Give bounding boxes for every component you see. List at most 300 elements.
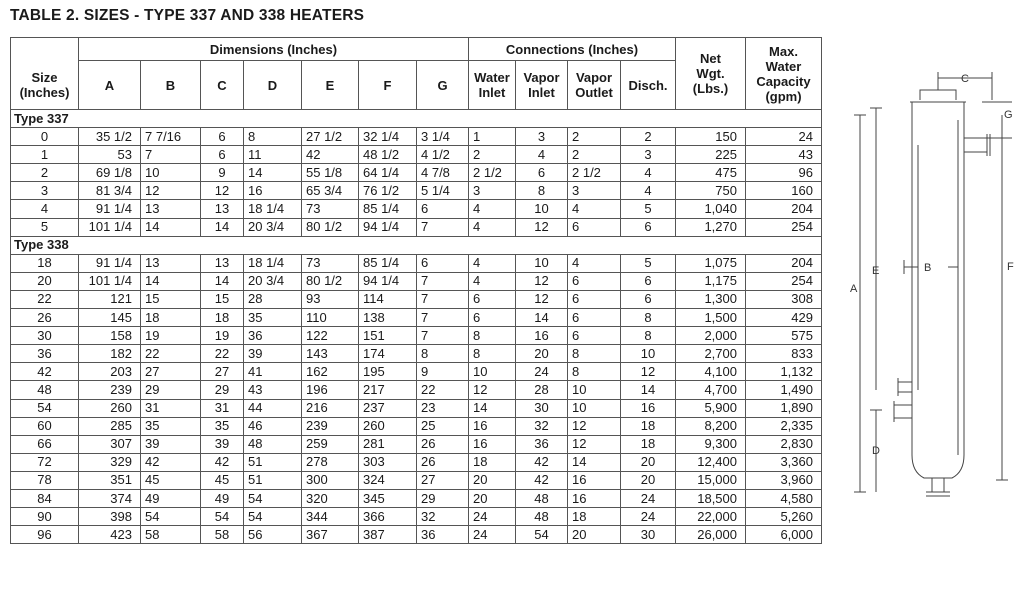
table-cell: 16: [469, 435, 516, 453]
table-cell: 151: [359, 327, 417, 345]
table-cell: 14: [568, 453, 621, 471]
table-row: [11, 218, 822, 236]
table-cell: 351: [79, 471, 141, 489]
table-row: [11, 182, 822, 200]
table-cell: 80 1/2: [302, 272, 359, 290]
table-cell: 94 1/4: [359, 218, 417, 236]
table-cell: 387: [359, 526, 417, 544]
table-cell: 23: [417, 399, 469, 417]
table-cell: 65 3/4: [302, 182, 359, 200]
table-row: [11, 254, 822, 272]
table-cell: 300: [302, 471, 359, 489]
table-cell: 48: [11, 381, 79, 399]
table-row: [11, 435, 822, 453]
table-cell: 54: [244, 508, 302, 526]
diagram-label-e: E: [872, 265, 880, 277]
table-cell: 254: [746, 272, 822, 290]
table-cell: 36: [516, 435, 568, 453]
table-cell: 78: [11, 471, 79, 489]
table-cell: 3 1/4: [417, 128, 469, 146]
table-cell: 14: [201, 272, 244, 290]
table-cell: 2: [568, 146, 621, 164]
table-cell: 18: [621, 435, 676, 453]
table-cell: 4 1/2: [417, 146, 469, 164]
table-body: [11, 110, 822, 544]
table-cell: 41: [244, 363, 302, 381]
col-d-header: D: [244, 61, 302, 110]
table-cell: 9: [417, 363, 469, 381]
table-cell: 12: [141, 182, 201, 200]
diagram-label-c: C: [961, 73, 969, 85]
table-cell: 54: [201, 508, 244, 526]
table-cell: 91 1/4: [79, 254, 141, 272]
table-cell: 12: [516, 218, 568, 236]
table-cell: 3: [568, 182, 621, 200]
table-cell: 278: [302, 453, 359, 471]
table-cell: 8: [469, 327, 516, 345]
table-cell: 1,132: [746, 363, 822, 381]
table-cell: 60: [11, 417, 79, 435]
table-row: [11, 164, 822, 182]
diagram-label-b: B: [924, 262, 932, 274]
table-cell: 196: [302, 381, 359, 399]
table-cell: 158: [79, 327, 141, 345]
table-cell: 36: [11, 345, 79, 363]
table-cell: 10: [469, 363, 516, 381]
table-cell: 8: [568, 345, 621, 363]
table-cell: 18: [11, 254, 79, 272]
table-cell: 14: [141, 218, 201, 236]
table-cell: 39: [141, 435, 201, 453]
table-cell: 20: [11, 272, 79, 290]
table-cell: 6: [568, 218, 621, 236]
table-cell: 8: [568, 363, 621, 381]
table-cell: 72: [11, 453, 79, 471]
table-cell: 7: [141, 146, 201, 164]
table-cell: 42: [302, 146, 359, 164]
table-cell: 58: [201, 526, 244, 544]
table-cell: 26: [11, 309, 79, 327]
table-cell: 30: [11, 327, 79, 345]
table-cell: 423: [79, 526, 141, 544]
table-cell: 2: [568, 128, 621, 146]
table-cell: 48: [516, 508, 568, 526]
table-cell: 93: [302, 290, 359, 308]
table-cell: 2,000: [676, 327, 746, 345]
col-f-header: F: [359, 61, 417, 110]
table-cell: 91 1/4: [79, 200, 141, 218]
diagram-label-a: A: [850, 283, 858, 295]
water-inlet-header: Water Inlet: [469, 61, 516, 110]
table-cell: 18: [201, 309, 244, 327]
table-cell: 1,490: [746, 381, 822, 399]
table-cell: 6,000: [746, 526, 822, 544]
table-cell: 12: [516, 272, 568, 290]
table-cell: 3,960: [746, 471, 822, 489]
table-cell: 303: [359, 453, 417, 471]
table-cell: 121: [79, 290, 141, 308]
table-cell: 51: [244, 471, 302, 489]
table-cell: 13: [141, 200, 201, 218]
table-cell: 32 1/4: [359, 128, 417, 146]
table-cell: 1,270: [676, 218, 746, 236]
table-cell: 20 3/4: [244, 272, 302, 290]
diagram-label-g: G: [1004, 109, 1013, 121]
table-cell: 53: [79, 146, 141, 164]
table-cell: 27: [417, 471, 469, 489]
table-cell: 24: [621, 508, 676, 526]
table-cell: 30: [516, 399, 568, 417]
table-cell: 8: [621, 309, 676, 327]
table-cell: 750: [676, 182, 746, 200]
table-cell: 6: [469, 290, 516, 308]
table-cell: 8: [244, 128, 302, 146]
table-cell: 4: [11, 200, 79, 218]
table-cell: 6: [516, 164, 568, 182]
table-cell: 26: [417, 435, 469, 453]
table-cell: 374: [79, 489, 141, 507]
table-cell: 2: [621, 128, 676, 146]
table-cell: 9: [201, 164, 244, 182]
table-cell: 307: [79, 435, 141, 453]
table-cell: 54: [516, 526, 568, 544]
table-row: [11, 417, 822, 435]
table-cell: 18: [568, 508, 621, 526]
group-label: Type 337: [11, 110, 822, 128]
table-cell: 3: [11, 182, 79, 200]
table-cell: 26,000: [676, 526, 746, 544]
table-row: [11, 471, 822, 489]
table-cell: 27: [141, 363, 201, 381]
table-cell: 237: [359, 399, 417, 417]
table-cell: 20: [469, 489, 516, 507]
table-cell: 13: [141, 254, 201, 272]
table-cell: 5,900: [676, 399, 746, 417]
table-cell: 174: [359, 345, 417, 363]
table-cell: 24: [516, 363, 568, 381]
table-cell: 13: [201, 200, 244, 218]
table-cell: 7: [417, 272, 469, 290]
table-cell: 4,580: [746, 489, 822, 507]
table-row: [11, 272, 822, 290]
table-cell: 162: [302, 363, 359, 381]
table-cell: 27 1/2: [302, 128, 359, 146]
table-cell: 1: [11, 146, 79, 164]
table-cell: 8: [621, 327, 676, 345]
table-cell: 6: [469, 309, 516, 327]
table-cell: 55 1/8: [302, 164, 359, 182]
table-cell: 14: [621, 381, 676, 399]
table-cell: 8: [516, 182, 568, 200]
table-cell: 31: [201, 399, 244, 417]
table-cell: 58: [141, 526, 201, 544]
col-c-header: C: [201, 61, 244, 110]
table-cell: 4: [516, 146, 568, 164]
table-cell: 73: [302, 254, 359, 272]
table-cell: 22: [201, 345, 244, 363]
table-row: [11, 290, 822, 308]
table-row: [11, 489, 822, 507]
table-cell: 204: [746, 200, 822, 218]
table-cell: 1,300: [676, 290, 746, 308]
table-cell: 35: [244, 309, 302, 327]
table-cell: 259: [302, 435, 359, 453]
table-cell: 12: [201, 182, 244, 200]
table-cell: 6: [568, 327, 621, 345]
table-cell: 14: [244, 164, 302, 182]
table-cell: 12: [621, 363, 676, 381]
table-cell: 285: [79, 417, 141, 435]
table-row: [11, 345, 822, 363]
table-cell: 217: [359, 381, 417, 399]
table-cell: 15: [141, 290, 201, 308]
table-cell: 54: [141, 508, 201, 526]
table-cell: 429: [746, 309, 822, 327]
table-cell: 344: [302, 508, 359, 526]
table-cell: 3: [621, 146, 676, 164]
table-cell: 6: [568, 290, 621, 308]
table-cell: 1,500: [676, 309, 746, 327]
table-cell: 6: [568, 272, 621, 290]
table-cell: 7 7/16: [141, 128, 201, 146]
table-cell: 6: [201, 146, 244, 164]
table-cell: 10: [568, 399, 621, 417]
table-cell: 36: [244, 327, 302, 345]
table-cell: 203: [79, 363, 141, 381]
table-cell: 110: [302, 309, 359, 327]
table-cell: 29: [201, 381, 244, 399]
table-cell: 10: [568, 381, 621, 399]
table-cell: 22: [417, 381, 469, 399]
size-header-spacer: [11, 38, 79, 61]
table-cell: 0: [11, 128, 79, 146]
table-cell: 22: [141, 345, 201, 363]
table-cell: 45: [201, 471, 244, 489]
table-row: [11, 146, 822, 164]
table-cell: 32: [516, 417, 568, 435]
table-cell: 16: [568, 489, 621, 507]
table-cell: 833: [746, 345, 822, 363]
table-cell: 24: [469, 526, 516, 544]
table-cell: 42: [201, 453, 244, 471]
table-cell: 69 1/8: [79, 164, 141, 182]
table-cell: 12: [568, 417, 621, 435]
table-cell: 143: [302, 345, 359, 363]
table-cell: 12,400: [676, 453, 746, 471]
table-cell: 239: [79, 381, 141, 399]
table-cell: 4: [621, 182, 676, 200]
table-cell: 32: [417, 508, 469, 526]
table-cell: 10: [621, 345, 676, 363]
table-cell: 20: [621, 471, 676, 489]
table-cell: 1,075: [676, 254, 746, 272]
table-cell: 7: [417, 327, 469, 345]
table-cell: 145: [79, 309, 141, 327]
table-cell: 114: [359, 290, 417, 308]
dimensions-header: Dimensions (Inches): [79, 38, 469, 61]
table-cell: 22: [11, 290, 79, 308]
table-cell: 73: [302, 200, 359, 218]
table-cell: 18: [621, 417, 676, 435]
table-cell: 48: [516, 489, 568, 507]
table-cell: 24: [469, 508, 516, 526]
table-cell: 7: [417, 290, 469, 308]
table-cell: 20: [516, 345, 568, 363]
table-cell: 85 1/4: [359, 254, 417, 272]
table-cell: 46: [244, 417, 302, 435]
table-cell: 324: [359, 471, 417, 489]
table-cell: 204: [746, 254, 822, 272]
table-cell: 9,300: [676, 435, 746, 453]
table-cell: 138: [359, 309, 417, 327]
table-cell: 398: [79, 508, 141, 526]
table-cell: 2: [469, 146, 516, 164]
table-cell: 16: [516, 327, 568, 345]
table-cell: 14: [469, 399, 516, 417]
table-cell: 19: [141, 327, 201, 345]
table-cell: 225: [676, 146, 746, 164]
table-title: TABLE 2. SIZES - TYPE 337 AND 338 HEATERS: [10, 7, 365, 24]
table-cell: 20: [469, 471, 516, 489]
table-cell: 66: [11, 435, 79, 453]
table-cell: 12: [469, 381, 516, 399]
table-cell: 56: [244, 526, 302, 544]
table-cell: 48 1/2: [359, 146, 417, 164]
table-cell: 2: [11, 164, 79, 182]
table-cell: 64 1/4: [359, 164, 417, 182]
col-e-header: E: [302, 61, 359, 110]
table-cell: 5: [11, 218, 79, 236]
table-cell: 14: [516, 309, 568, 327]
table-cell: 366: [359, 508, 417, 526]
table-cell: 160: [746, 182, 822, 200]
table-cell: 85 1/4: [359, 200, 417, 218]
table-cell: 10: [141, 164, 201, 182]
table-cell: 43: [244, 381, 302, 399]
table-row: [11, 363, 822, 381]
table-cell: 101 1/4: [79, 272, 141, 290]
table-cell: 76 1/2: [359, 182, 417, 200]
table-cell: 16: [469, 417, 516, 435]
table-cell: 4: [621, 164, 676, 182]
table-cell: 27: [201, 363, 244, 381]
table-cell: 6: [417, 254, 469, 272]
group-row: [11, 236, 822, 254]
table-cell: 25: [417, 417, 469, 435]
table-cell: 39: [201, 435, 244, 453]
table-cell: 1: [469, 128, 516, 146]
table-cell: 8: [417, 345, 469, 363]
table-cell: 28: [244, 290, 302, 308]
table-cell: 44: [244, 399, 302, 417]
table-cell: 4: [469, 218, 516, 236]
table-row: [11, 508, 822, 526]
table-cell: 150: [676, 128, 746, 146]
table-cell: 4 7/8: [417, 164, 469, 182]
table-cell: 13: [201, 254, 244, 272]
table-cell: 26: [417, 453, 469, 471]
table-cell: 239: [302, 417, 359, 435]
table-cell: 42: [11, 363, 79, 381]
table-cell: 18: [141, 309, 201, 327]
table-cell: 96: [746, 164, 822, 182]
table-cell: 36: [417, 526, 469, 544]
table-cell: 4: [469, 272, 516, 290]
table-cell: 10: [516, 254, 568, 272]
table-cell: 14: [201, 218, 244, 236]
table-cell: 101 1/4: [79, 218, 141, 236]
table-cell: 15: [201, 290, 244, 308]
table-cell: 19: [201, 327, 244, 345]
table-cell: 367: [302, 526, 359, 544]
vapor-inlet-header: Vapor Inlet: [516, 61, 568, 110]
table-cell: 4: [568, 254, 621, 272]
table-cell: 80 1/2: [302, 218, 359, 236]
table-cell: 28: [516, 381, 568, 399]
table-cell: 4,100: [676, 363, 746, 381]
table-cell: 35: [201, 417, 244, 435]
table-cell: 16: [244, 182, 302, 200]
table-cell: 49: [201, 489, 244, 507]
table-row: [11, 399, 822, 417]
table-cell: 1,175: [676, 272, 746, 290]
table-cell: 12: [516, 290, 568, 308]
table-cell: 20: [568, 526, 621, 544]
max-water-capacity-header: Max. Water Capacity (gpm): [746, 38, 822, 110]
table-cell: 345: [359, 489, 417, 507]
table-cell: 475: [676, 164, 746, 182]
table-cell: 6: [621, 272, 676, 290]
table-cell: 6: [201, 128, 244, 146]
diagram-label-f: F: [1007, 261, 1014, 273]
table-cell: 320: [302, 489, 359, 507]
table-cell: 20 3/4: [244, 218, 302, 236]
table-cell: 94 1/4: [359, 272, 417, 290]
table-cell: 11: [244, 146, 302, 164]
table-cell: 3,360: [746, 453, 822, 471]
group-label: Type 338: [11, 236, 822, 254]
size-header: Size (Inches): [11, 61, 79, 110]
table-cell: 24: [746, 128, 822, 146]
table-cell: 30: [621, 526, 676, 544]
table-cell: 22,000: [676, 508, 746, 526]
col-b-header: B: [141, 61, 201, 110]
table-cell: 5: [621, 254, 676, 272]
table-cell: 14: [141, 272, 201, 290]
connections-header: Connections (Inches): [469, 38, 676, 61]
table-cell: 5: [621, 200, 676, 218]
table-cell: 216: [302, 399, 359, 417]
table-cell: 43: [746, 146, 822, 164]
table-cell: 5,260: [746, 508, 822, 526]
table-cell: 8: [469, 345, 516, 363]
table-cell: 6: [621, 290, 676, 308]
table-cell: 54: [11, 399, 79, 417]
group-row: [11, 110, 822, 128]
sizes-table: [10, 37, 822, 544]
table-cell: 575: [746, 327, 822, 345]
table-cell: 8,200: [676, 417, 746, 435]
table-cell: 12: [568, 435, 621, 453]
table-cell: 7: [417, 309, 469, 327]
table-cell: 4,700: [676, 381, 746, 399]
table-cell: 84: [11, 489, 79, 507]
col-a-header: A: [79, 61, 141, 110]
table-cell: 29: [417, 489, 469, 507]
table-cell: 39: [244, 345, 302, 363]
table-cell: 16: [621, 399, 676, 417]
table-row: [11, 381, 822, 399]
